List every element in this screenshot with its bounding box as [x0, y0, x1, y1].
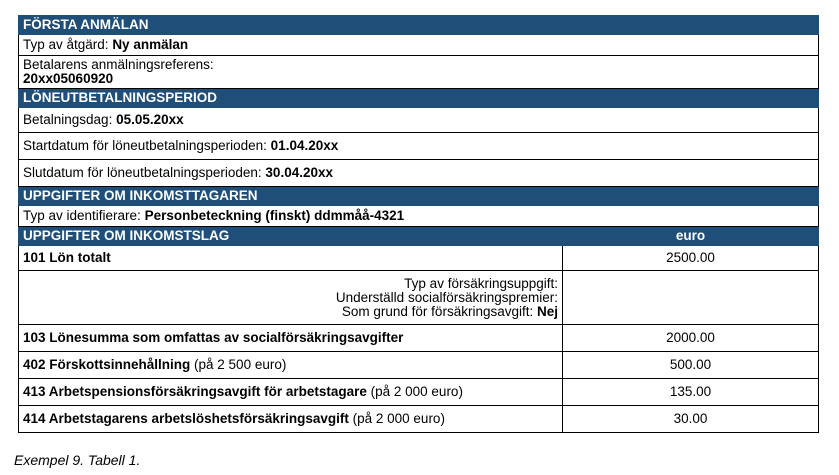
field-value: 05.05.20xx: [116, 112, 184, 127]
income-row: [19, 246, 819, 271]
empty-cell: [563, 271, 819, 325]
income-amount: 500.00: [563, 352, 819, 379]
currency-header: euro: [563, 227, 819, 246]
attribute-line: Underställd socialförsäkringspremier:: [335, 289, 558, 305]
field-value: Ny anmälan: [112, 37, 189, 52]
income-amount: 30.00: [563, 406, 819, 433]
income-row: [19, 352, 819, 379]
identifier-row: [19, 206, 819, 227]
period-start-row: [19, 133, 819, 160]
field-label: Betalningsdag:: [23, 112, 117, 127]
insurance-attributes-row: [19, 271, 819, 325]
section-title: UPPGIFTER OM INKOMSTTAGAREN: [19, 187, 819, 206]
income-amount: 2500.00: [563, 246, 819, 271]
attribute-label: Som grund för försäkringsavgift:: [341, 303, 537, 319]
income-row: [19, 379, 819, 406]
section-header-period: [19, 89, 819, 108]
field-value: 30.04.20xx: [265, 165, 333, 180]
field-label: Typ av åtgärd:: [23, 37, 113, 52]
income-row: [19, 406, 819, 433]
income-type-label: 414 Arbetstagarens arbetslöshetsförsäkringsavgift: [23, 411, 349, 426]
income-report-table: [18, 15, 819, 433]
section-header-forsta-anmalan: [19, 16, 819, 35]
section-header-recipient: [19, 187, 819, 206]
income-type-label: 402 Förskottsinnehållning: [23, 357, 191, 372]
table-caption: Exempel 9. Tabell 1.: [14, 452, 141, 468]
income-amount: 2000.00: [563, 325, 819, 352]
field-value: 01.04.20xx: [270, 138, 339, 153]
field-value: 20xx05060920: [23, 71, 114, 86]
income-amount: 135.00: [563, 379, 819, 406]
income-type-note: (på 2 000 euro): [348, 411, 445, 426]
income-type-note: (på 2 500 euro): [190, 357, 287, 372]
income-type-note: (på 2 000 euro): [366, 384, 463, 399]
payer-reference-row: [19, 56, 819, 89]
section-header-income-types: [19, 227, 819, 246]
income-type-label: 413 Arbetspensionsförsäkringsavgift för arbetstagare: [23, 384, 367, 399]
section-title: UPPGIFTER OM INKOMSTSLAG: [19, 227, 563, 246]
field-value: Personbeteckning (finskt) ddmmåå-4321: [144, 208, 405, 223]
attribute-line: Typ av försäkringsuppgift:: [404, 275, 558, 291]
income-row: [19, 325, 819, 352]
action-type-row: [19, 35, 819, 56]
field-label: Startdatum för löneutbetalningsperioden:: [23, 138, 271, 153]
attribute-value: Nej: [536, 303, 558, 319]
field-label: Typ av identifierare:: [23, 208, 145, 223]
field-label: Betalarens anmälningsreferens:: [23, 57, 214, 72]
field-label: Slutdatum för löneutbetalningsperioden:: [23, 165, 266, 180]
income-type-label: 101 Lön totalt: [23, 250, 111, 265]
income-type-label: 103 Lönesumma som omfattas av socialförsäkringsavgifter: [23, 330, 404, 345]
payment-date-row: [19, 108, 819, 133]
section-title: LÖNEUTBETALNINGSPERIOD: [19, 89, 819, 108]
section-title: FÖRSTA ANMÄLAN: [19, 16, 819, 35]
period-end-row: [19, 160, 819, 187]
